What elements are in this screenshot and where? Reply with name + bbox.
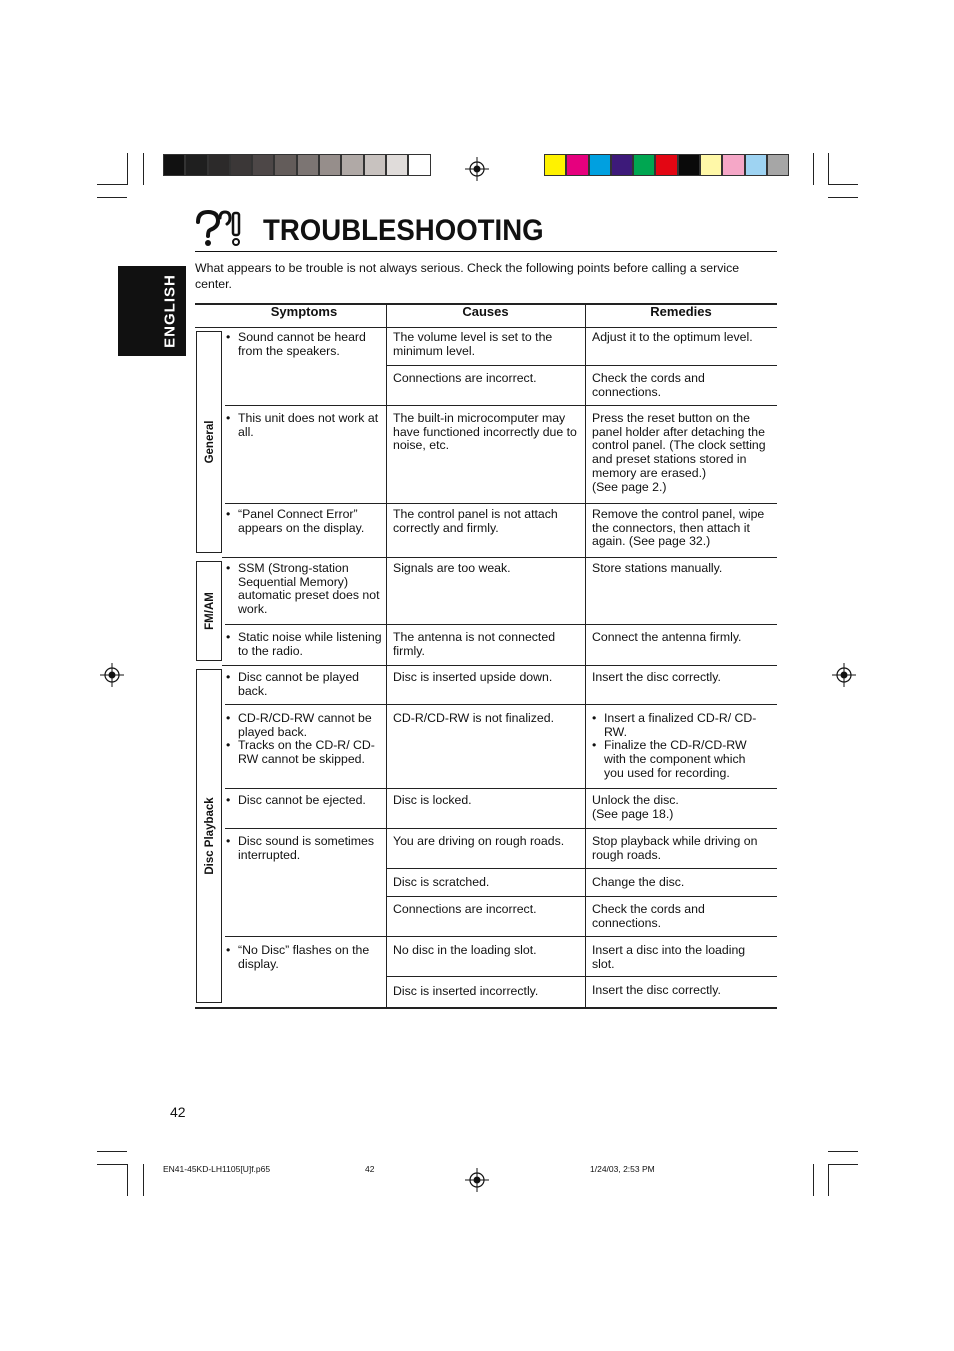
symptom-cell — [226, 794, 384, 808]
color-swatch — [185, 154, 207, 176]
color-swatch — [386, 154, 408, 176]
category-label: Disc Playback — [204, 797, 216, 875]
color-swatch — [274, 154, 296, 176]
symptom-cell — [226, 671, 384, 698]
remedy-cell: Unlock the disc. (See page 18.) — [592, 793, 679, 821]
registration-target-icon — [465, 1168, 489, 1192]
color-swatch — [544, 154, 566, 176]
language-tab — [118, 266, 186, 356]
color-swatch — [700, 154, 722, 176]
list-item: • SSM (Strong-station Sequential Memory) automatic preset does not work. — [226, 562, 384, 617]
color-swatch — [611, 154, 633, 176]
symptom-cell — [226, 562, 384, 617]
list-item: • This unit does not work at all. — [226, 412, 384, 439]
symptom-cell — [226, 508, 384, 535]
category-general — [196, 331, 222, 553]
list-item: • “Panel Connect Error” appears on the display. — [226, 508, 384, 535]
remedy-cell: Store stations manually. — [592, 561, 723, 575]
color-swatch — [722, 154, 744, 176]
color-swatch — [633, 154, 655, 176]
color-swatch — [678, 154, 700, 176]
color-swatch — [208, 154, 230, 176]
list-item: • “No Disc” flashes on the display. — [226, 944, 384, 971]
list-item: • Disc cannot be ejected. — [226, 794, 384, 808]
color-swatch — [297, 154, 319, 176]
column-header-causes: Causes — [462, 304, 509, 319]
cause-cell: Disc is locked. — [393, 793, 472, 807]
cause-cell: CD-R/CD-RW is not finalized. — [393, 711, 555, 725]
cause-cell: Disc is inserted upside down. — [393, 670, 553, 684]
color-swatch — [230, 154, 252, 176]
color-swatch — [319, 154, 341, 176]
color-swatch — [767, 154, 789, 176]
cause-cell: The volume level is set to the minimum level. — [393, 330, 553, 358]
list-item: • CD-R/CD-RW cannot be played back. — [226, 712, 384, 739]
cause-cell: Disc is inserted incorrectly. — [393, 984, 539, 998]
color-swatch — [589, 154, 611, 176]
symptom-cell — [226, 331, 384, 358]
cause-cell: No disc in the loading slot. — [393, 943, 537, 957]
process-color-bar — [544, 154, 789, 176]
page-number: 42 — [170, 1104, 186, 1120]
symptom-cell — [226, 631, 384, 658]
list-item: • Disc cannot be played back. — [226, 671, 384, 698]
cause-cell: You are driving on rough roads. — [393, 834, 565, 848]
remedy-cell: Insert a disc into the loading slot. — [592, 943, 746, 971]
remedy-cell: Remove the control panel, wipe the connectors, then attach it again. (See page 32.) — [592, 507, 765, 549]
cause-cell: The antenna is not connected firmly. — [393, 630, 556, 658]
list-item: • Tracks on the CD-R/ CD-RW cannot be skipped. — [226, 739, 384, 766]
remedy-cell — [592, 712, 762, 781]
category-fm-am — [196, 561, 222, 661]
list-item: • Insert a finalized CD-R/ CD-RW. — [592, 712, 762, 739]
category-label: General — [204, 420, 216, 464]
column-header-symptoms: Symptoms — [270, 304, 338, 319]
symptom-cell — [226, 944, 384, 971]
remedy-cell: Change the disc. — [592, 875, 685, 889]
color-swatch — [745, 154, 767, 176]
remedy-cell: Check the cords and connections. — [592, 902, 705, 930]
color-swatch — [163, 154, 185, 176]
symptom-cell — [226, 412, 384, 439]
cause-cell: Connections are incorrect. — [393, 371, 537, 385]
footer-file-page: 42 — [365, 1164, 375, 1174]
remedy-cell: Adjust it to the optimum level. — [592, 330, 753, 344]
list-item: • Static noise while listening to the radio. — [226, 631, 384, 658]
category-disc-playback — [196, 669, 222, 1003]
symptom-cell — [226, 835, 384, 862]
column-header-remedies: Remedies — [650, 304, 712, 319]
footer-timestamp: 1/24/03, 2:53 PM — [590, 1164, 655, 1174]
remedy-cell: Stop playback while driving on rough roads. — [592, 834, 758, 862]
color-swatch — [252, 154, 274, 176]
symptom-cell — [226, 712, 384, 767]
remedy-cell: Connect the antenna firmly. — [592, 630, 742, 644]
cause-cell: Signals are too weak. — [393, 561, 511, 575]
cause-cell: Disc is scratched. — [393, 875, 490, 889]
color-swatch — [655, 154, 677, 176]
category-label: FM/AM — [204, 592, 216, 630]
cause-cell: The built-in microcomputer may have functioned incorrectly due to noise, etc. — [393, 411, 577, 453]
cause-cell: The control panel is not attach correctly and firmly. — [393, 507, 558, 535]
gray-color-bar — [163, 154, 431, 176]
remedy-cell: Insert the disc correctly. — [592, 670, 721, 684]
language-label: ENGLISH — [161, 274, 179, 348]
footer-file-name: EN41-45KD-LH1105[U]f.p65 — [163, 1164, 271, 1174]
list-item: • Sound cannot be heard from the speakers. — [226, 331, 384, 358]
intro-text: What appears to be trouble is not always serious. Check the following points before calling a service center. — [195, 261, 740, 291]
color-swatch — [341, 154, 363, 176]
cause-cell: Connections are incorrect. — [393, 902, 537, 916]
color-swatch — [364, 154, 386, 176]
remedy-cell: Insert the disc correctly. — [592, 983, 721, 997]
registration-target-icon — [832, 663, 856, 687]
remedy-cell: Press the reset button on the panel holder after detaching the control panel. (The clock setting and preset stations stored in memory are erased.) (See page 2.) — [592, 411, 766, 494]
list-item: • Finalize the CD-R/CD-RW with the component which you used for recording. — [592, 739, 762, 780]
registration-target-icon — [465, 157, 489, 181]
registration-target-icon — [100, 663, 124, 687]
page-title: TROUBLESHOOTING — [263, 214, 544, 247]
color-swatch — [408, 154, 430, 176]
title-bar — [195, 208, 777, 252]
color-swatch — [566, 154, 588, 176]
remedy-cell: Check the cords and connections. — [592, 371, 705, 399]
question-exclamation-icon — [195, 210, 245, 248]
list-item: • Disc sound is sometimes interrupted. — [226, 835, 384, 862]
